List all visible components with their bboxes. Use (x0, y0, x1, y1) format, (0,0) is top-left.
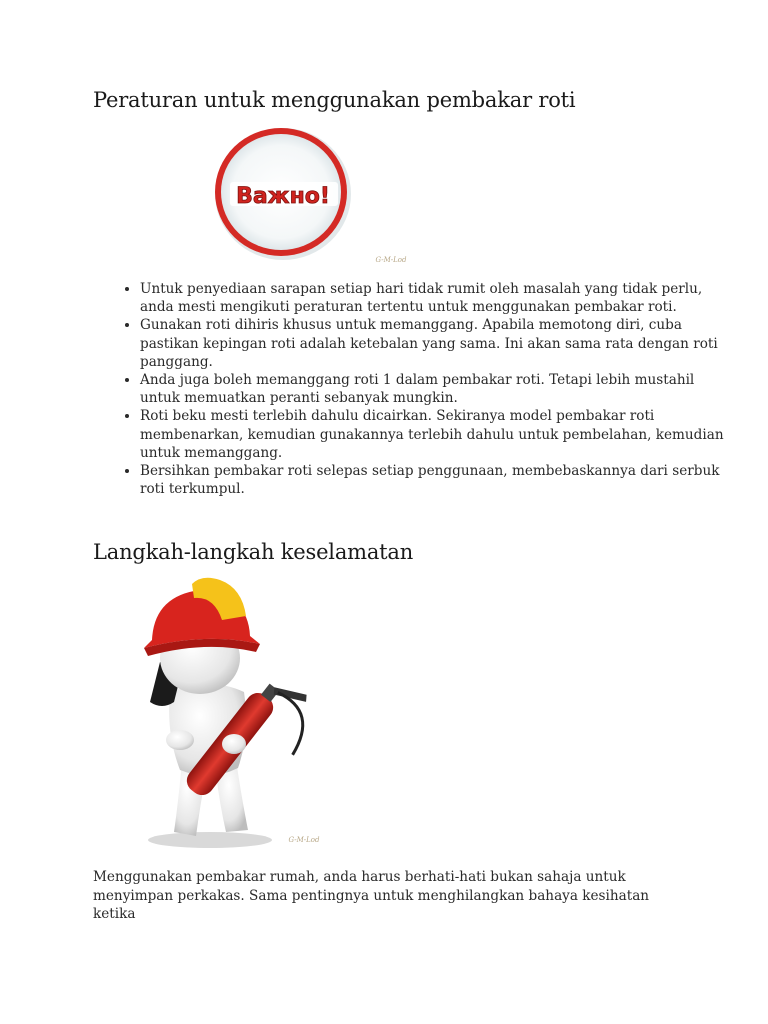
list-item: • Bersihkan pembakar roti selepas setiap penggunaan, membebaskannya dari serbuk roti terkumpul. (140, 462, 730, 498)
firefighter-figure-image (110, 574, 330, 850)
list-item: • Gunakan roti dihiris khusus untuk memanggang. Apabila memotong diri, cuba pastikan kepingan roti adalah ketebalan yang sama. Ini akan sama rata dengan roti panggang. (140, 316, 730, 371)
important-sign-text: Важно! (236, 184, 330, 209)
watermark-1: G-M-Lod (375, 256, 407, 264)
list-item: • Roti beku mesti terlebih dahulu dicairkan. Sekiranya model pembakar roti membenarkan, kemudian gunakannya terlebih dahulu untuk pembelahan, kemudian untuk memanggang. (140, 407, 730, 462)
list-item: • Untuk penyediaan sarapan setiap hari tidak rumit oleh masalah yang tidak perlu, anda mesti mengikuti peraturan tertentu untuk menggunakan pembakar roti. (140, 280, 730, 316)
important-sign-image (205, 126, 425, 268)
section-title-safety: Langkah-langkah keselamatan (93, 540, 414, 564)
section-title-toaster-rules: Peraturan untuk menggunakan pembakar roti (93, 88, 576, 112)
list-item: • Anda juga boleh memanggang roti 1 dalam pembakar roti. Tetapi lebih mustahil untuk memuatkan peranti sebanyak mungkin. (140, 371, 730, 407)
watermark-2: G-M-Lod (288, 836, 320, 844)
rules-list (100, 280, 730, 498)
safety-paragraph: Menggunakan pembakar rumah, anda harus berhati-hati bukan sahaja untuk menyimpan perkakas. Sama pentingnya untuk menghilangkan bahaya kesihatan ketika (93, 869, 650, 922)
